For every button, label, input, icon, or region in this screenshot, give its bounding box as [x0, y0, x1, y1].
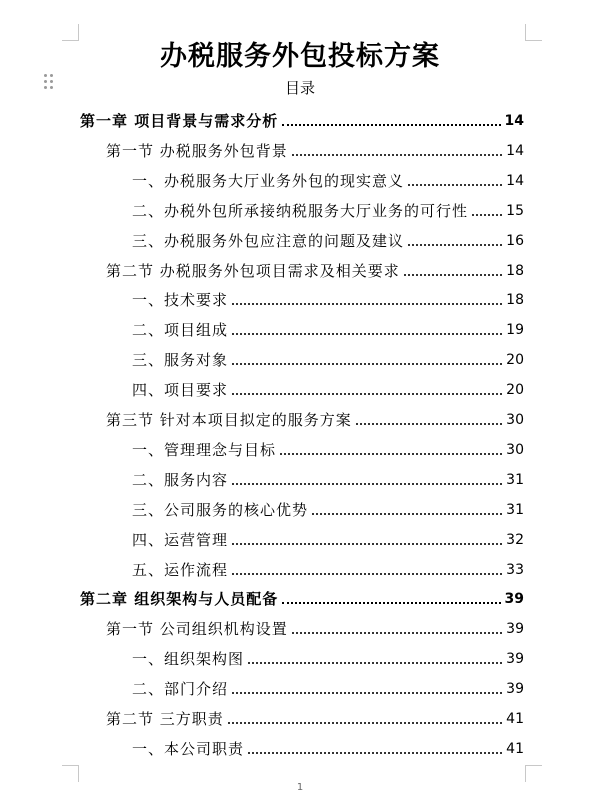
toc-dot-leader [232, 483, 502, 485]
toc-entry-page: 31 [506, 501, 524, 518]
crop-mark-bottom-left [62, 765, 79, 782]
toc-dot-leader [232, 303, 502, 305]
crop-mark-bottom-right [525, 765, 542, 782]
toc-entry-label: 一、本公司职责 [132, 739, 245, 758]
toc-entry-label: 四、项目要求 [132, 381, 229, 400]
toc-entry-page: 39 [504, 591, 524, 608]
toc-entry-label: 五、运作流程 [132, 560, 229, 579]
toc-entry-page: 33 [506, 561, 524, 578]
toc-dot-leader [232, 363, 502, 365]
toc-entry-label: 第一节 办税服务外包背景 [106, 141, 288, 160]
toc-entry-label: 三、公司服务的核心优势 [132, 500, 309, 519]
toc-entry-label: 一、办税服务大厅业务外包的现实意义 [132, 171, 405, 190]
toc-entry-level-3[interactable] [132, 313, 524, 339]
toc-entry-label: 一、管理理念与目标 [132, 440, 277, 459]
toc-entry-page: 15 [506, 202, 524, 219]
toc-dot-leader [248, 752, 502, 754]
toc-entry-level-3[interactable] [132, 164, 524, 190]
toc-entry-level-1[interactable] [80, 104, 524, 130]
toc-entry-level-3[interactable] [132, 373, 524, 399]
toc-entry-page: 16 [506, 232, 524, 249]
toc-dot-leader [232, 543, 502, 545]
toc-entry-page: 39 [506, 651, 524, 668]
toc-entry-level-3[interactable] [132, 642, 524, 668]
toc-entry-label: 第三节 针对本项目拟定的服务方案 [106, 411, 352, 429]
toc-entry-level-2[interactable] [106, 254, 524, 280]
toc-entry-level-3[interactable] [132, 343, 524, 369]
toc-entry-label: 二、项目组成 [132, 321, 229, 340]
toc-entry-level-3[interactable] [132, 672, 524, 698]
toc-entry-page: 20 [506, 352, 524, 369]
toc-entry-level-3[interactable] [132, 283, 524, 309]
toc-dot-leader [232, 393, 502, 395]
toc-entry-level-3[interactable] [132, 224, 524, 250]
toc-entry-page: 18 [506, 262, 524, 279]
toc-entry-label: 第一章 项目背景与需求分析 [80, 112, 279, 130]
toc-entry-page: 30 [506, 412, 524, 428]
toc-dot-leader [228, 722, 502, 724]
toc-entry-label: 一、技术要求 [132, 291, 229, 310]
toc-entry-page: 32 [506, 531, 524, 548]
toc-entry-label: 第一节 公司组织机构设置 [106, 620, 288, 639]
toc-entry-label: 二、服务内容 [132, 470, 229, 489]
toc-dot-leader [232, 333, 502, 335]
toc-entry-page: 41 [506, 711, 524, 727]
toc-entry-page: 39 [506, 621, 524, 638]
toc-entry-page: 14 [504, 113, 524, 129]
toc-entry-page: 18 [506, 292, 524, 309]
toc-entry-page: 41 [506, 740, 524, 757]
toc-entry-label: 第二章 组织架构与人员配备 [80, 590, 279, 609]
toc-entry-page: 14 [506, 142, 524, 159]
toc-entry-page: 19 [506, 322, 524, 339]
toc-entry-level-3[interactable] [132, 553, 524, 579]
toc-dot-leader [472, 214, 502, 216]
toc-entry-label: 二、办税外包所承接纳税服务大厅业务的可行性 [132, 201, 469, 220]
toc-dot-leader [232, 573, 502, 575]
toc-entry-label: 三、办税服务外包应注意的问题及建议 [132, 231, 405, 250]
toc-entry-level-3[interactable] [132, 493, 524, 519]
toc-dot-leader [292, 632, 502, 634]
toc-entry-label: 二、部门介绍 [132, 680, 229, 699]
toc-entry-label: 第二节 办税服务外包项目需求及相关要求 [106, 261, 400, 280]
toc-dot-leader [312, 513, 502, 515]
toc-entry-level-2[interactable] [106, 702, 524, 728]
toc-dot-leader [408, 184, 502, 186]
document-title: 办税服务外包投标方案 [160, 41, 440, 72]
toc-dot-leader [408, 244, 502, 246]
toc-dot-leader [404, 274, 502, 276]
toc-entry-page: 39 [506, 681, 524, 698]
toc-entry-level-2[interactable] [106, 612, 524, 638]
toc-dot-leader [282, 124, 500, 126]
toc-entry-label: 三、服务对象 [132, 351, 229, 370]
toc-entry-level-3[interactable] [132, 732, 524, 758]
toc-entry-page: 20 [506, 382, 524, 399]
toc-heading: 目录 [284, 79, 315, 97]
toc-dot-leader [248, 662, 502, 664]
toc-entry-page: 14 [506, 172, 524, 189]
toc-entry-level-3[interactable] [132, 433, 524, 459]
page-number: 1 [296, 782, 304, 793]
toc-entry-level-3[interactable] [132, 194, 524, 220]
toc-entry-page: 31 [506, 471, 524, 488]
toc-dot-leader [280, 453, 502, 455]
toc-entry-label: 第二节 三方职责 [106, 710, 224, 728]
toc-dot-leader [356, 423, 502, 425]
toc-entry-label: 一、组织架构图 [132, 650, 245, 669]
toc-entry-level-3[interactable] [132, 463, 524, 489]
toc-entry-level-2[interactable] [106, 134, 524, 160]
toc-dot-leader [282, 602, 500, 604]
toc-entry-page: 30 [506, 441, 524, 458]
toc-entry-level-3[interactable] [132, 523, 524, 549]
toc-entry-level-2[interactable] [106, 403, 524, 429]
toc-entry-label: 四、运营管理 [132, 530, 229, 549]
toc-dot-leader [292, 154, 502, 156]
toc-dot-leader [232, 692, 502, 694]
toc-entry-level-1[interactable] [80, 582, 524, 608]
